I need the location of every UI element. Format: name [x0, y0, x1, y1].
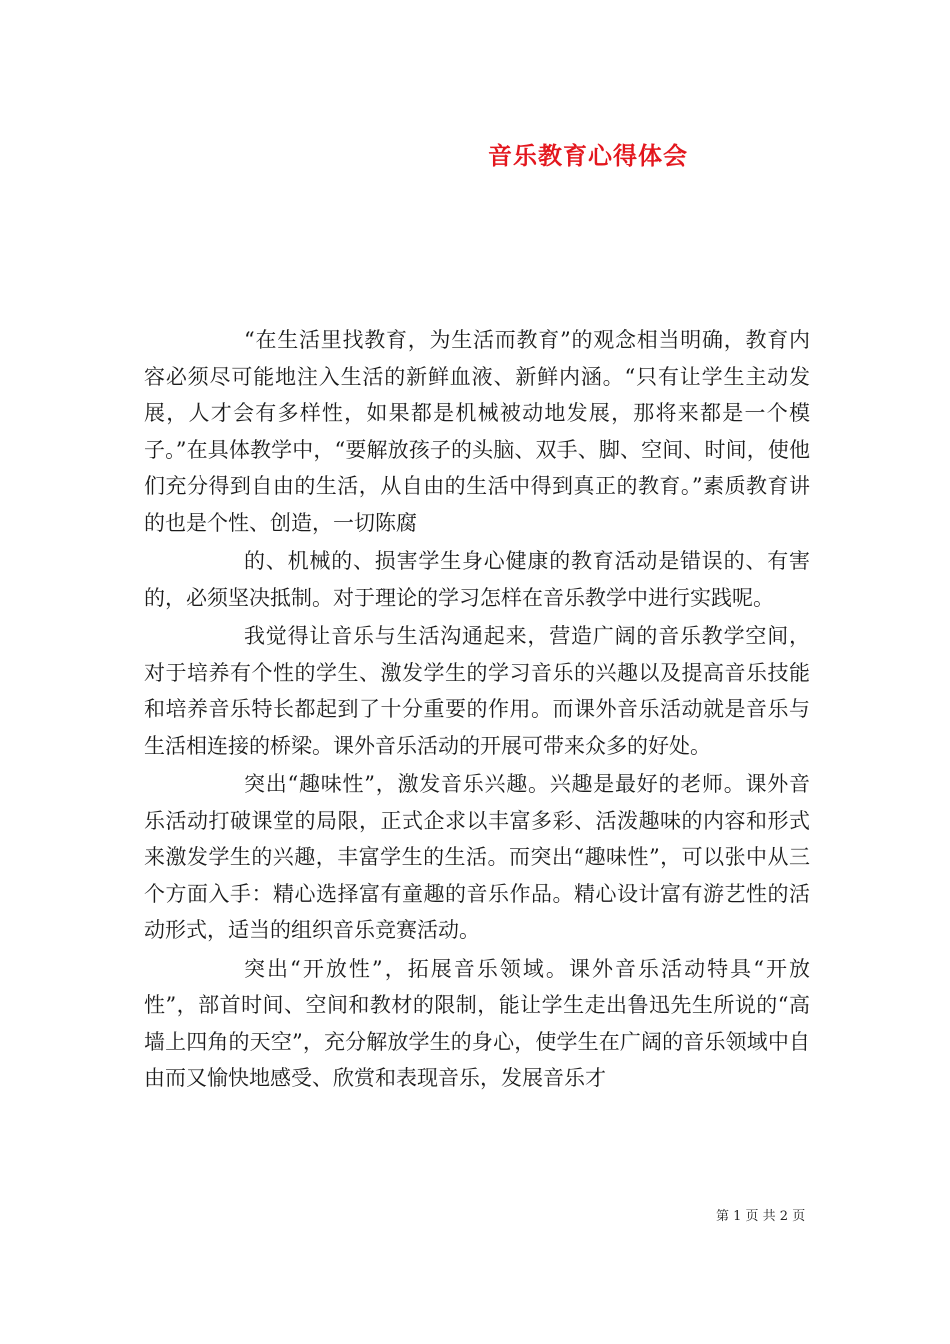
- page-number-footer: 第 1 页 共 2 页: [716, 1209, 806, 1224]
- paragraph: 的、机械的、损害学生身心健康的教育活动是错误的、有害的，必须坚决抵制。对于理论的学习怎样在音乐教学中进行实践呢。: [144, 549, 810, 610]
- paragraph: 突出“开放性”，拓展音乐领域。课外音乐活动特具“开放性”，部首时间、空间和教材的限制，能让学生走出鲁迅先生所说的“高墙上四角的天空”，充分解放学生的身心，使学生在广阔的音乐领域中自由而又愉快地感受、欣赏和表现音乐，发展音乐才: [144, 956, 810, 1090]
- document-body: [144, 322, 810, 1099]
- document-title: 音乐教育心得体会: [488, 141, 688, 170]
- paragraph: 突出“趣味性”，激发音乐兴趣。兴趣是最好的老师。课外音乐活动打破课堂的局限，正式企求以丰富多彩、活泼趣味的内容和形式来激发学生的兴趣，丰富学生的生活。而突出“趣味性”，可以张中从三个方面入手：精心选择富有童趣的音乐作品。精心设计富有游艺性的活动形式，适当的组织音乐竞赛活动。: [144, 772, 810, 942]
- paragraph: “在生活里找教育，为生活而教育”的观念相当明确，教育内容必须尽可能地注入生活的新鲜血液、新鲜内涵。“只有让学生主动发展，人才会有多样性，如果都是机械被动地发展，那将来都是一个模子。”在具体教学中，“要解放孩子的头脑、双手、脚、空间、时间，使他们充分得到自由的生活，从自由的生活中得到真正的教育。”素质教育讲的也是个性、创造，一切陈腐: [144, 328, 810, 535]
- paragraph: 我觉得让音乐与生活沟通起来，营造广阔的音乐教学空间，对于培养有个性的学生、激发学生的学习音乐的兴趣以及提高音乐技能和培养音乐特长都起到了十分重要的作用。而课外音乐活动就是音乐与生活相连接的桥梁。课外音乐活动的开展可带来众多的好处。: [144, 624, 810, 758]
